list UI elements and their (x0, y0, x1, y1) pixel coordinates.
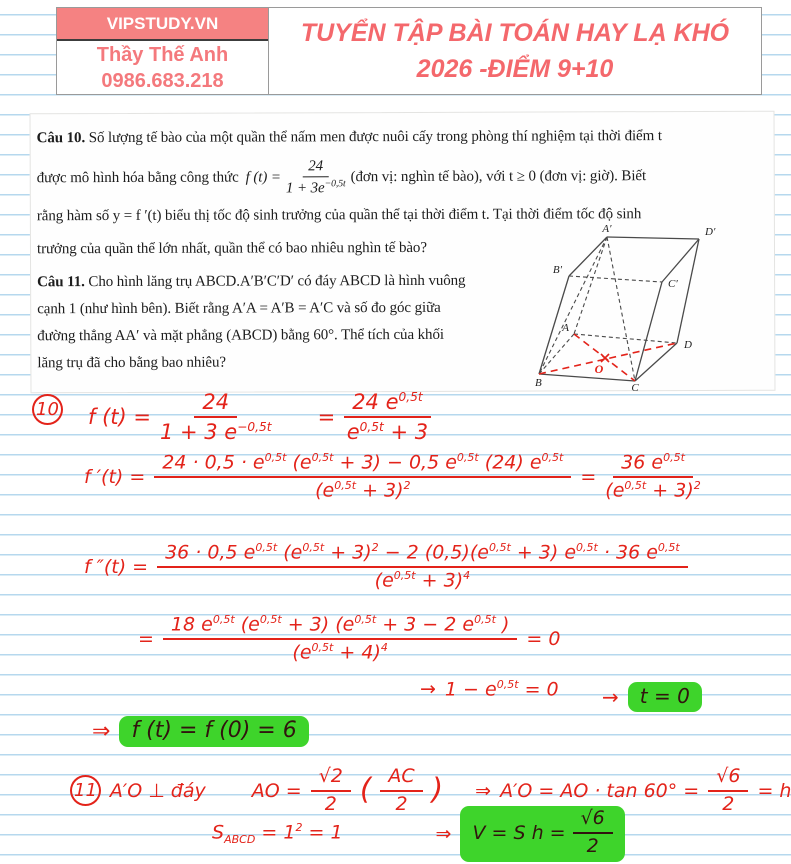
header-title-cell (269, 8, 761, 94)
vertex-label-b-prime: B′ (552, 264, 562, 276)
hw-row4-step (420, 678, 559, 700)
hw-r1-fraction1 (160, 390, 272, 444)
hw-r6-fraction-sqrt6 (708, 766, 748, 816)
hw-r2-f1-den: $(e^{0,5t} + 3)^2$ (315, 479, 411, 502)
hw-r6-f2-den: 2 (395, 792, 408, 815)
q10-formula-den: $1 + 3e^{-0,5t}$ (285, 177, 346, 196)
hw-r6-perpendicular: A′O ⊥ đáy (109, 779, 206, 802)
hw-row3 (84, 542, 688, 592)
header-banner (56, 7, 762, 95)
q10-label: Câu 10. (36, 130, 86, 147)
teacher-info (57, 41, 268, 94)
answer-volume-text: V = S h = (472, 821, 566, 844)
hw-r6-f2-num: AC (380, 766, 422, 792)
center-mark (601, 354, 609, 362)
hw-r2-f2-den: $(e^{0,5t} + 3)^2$ (605, 479, 701, 502)
hw-r2-eq: = (580, 466, 597, 489)
hw-r4-fraction (163, 614, 517, 664)
teacher-phone: 0986.683.218 (101, 69, 224, 92)
prism-figure (528, 220, 778, 392)
site-name: VIPSTUDY.VN (106, 13, 219, 33)
hw-r6-ao-lhs: AO = (251, 779, 302, 802)
hw-r2-fraction2 (605, 452, 700, 502)
collection-title-line2: 2026 -ĐIỂM 9+10 (416, 55, 614, 83)
hw-r6-h-tail: = h (757, 779, 791, 802)
double-arrow: ⇒ (475, 779, 492, 802)
hw-row4 (138, 614, 560, 664)
q11-line4: lăng trụ đã cho bằng bao nhiêu? (37, 354, 226, 372)
hw-r1-f1-den: 1 + 3 $e^{-0,5t}$ (159, 420, 272, 445)
hw-r2-f1-num: $24 \cdot 0,5 \cdot e^{0,5t}$ $(e^{0,5t} + 3) - 0,5$ $e^{0,5t}$ (24) $e^{0,5t}$ (154, 452, 571, 478)
double-arrow: ⇒ (92, 719, 111, 744)
vertex-label-c-prime: C′ (668, 278, 678, 290)
hw-r6-f3-num: √6 (708, 766, 748, 792)
hw-r1-eq: = (317, 405, 336, 430)
q11-line2: cạnh 1 (như hình bên). Biết rằng A′A = A′B = A′C và số đo góc giữa (37, 299, 441, 318)
vertex-label-a: A (562, 322, 569, 334)
q10-formula-fraction (286, 158, 346, 197)
answer-volume-den: 2 (586, 834, 599, 857)
vertex-label-o: O (594, 362, 604, 376)
prism-solid-edges (539, 237, 699, 381)
q10-line2-pre: được mô hình hóa bằng công thức (36, 169, 239, 186)
q11-badge: 11 (70, 775, 101, 806)
q10-line2 (37, 150, 646, 204)
collection-title-line1: TUYỂN TẬP BÀI TOÁN HAY LẠ KHÓ (300, 18, 730, 47)
hw-r4-num: 18 $e^{0,5t}$ $(e^{0,5t} + 3) (e^{0,5t} + 3 - 2$ $e^{0,5t}$ ) (163, 614, 517, 640)
hw-r1-lhs: f (t) = (88, 405, 151, 430)
right-arrow: → (602, 685, 619, 709)
hw-r6-tan-expr: A′O = AO · tan 60° = (500, 779, 700, 802)
hw-row5 (92, 716, 309, 747)
hw-r1-f1-num: 24 (194, 390, 237, 418)
hw-r6-f1-num: √2 (311, 766, 351, 792)
hw-r7-area-expr: $S_{ABCD} = 1^2 = 1$ (212, 821, 343, 847)
hw-r3-fraction (157, 542, 688, 592)
answer-volume-num: √6 (573, 808, 613, 834)
open-paren: ( (359, 771, 372, 806)
vertex-label-d-prime: D′ (705, 226, 716, 238)
hw-r4-step-expr: $1 - e^{0,5t} = 0$ (444, 678, 559, 701)
vertex-label-d: D (684, 339, 692, 351)
answer-volume-fraction (573, 808, 613, 858)
highlighted-answer-volume (460, 806, 624, 862)
q10-line1-text: Số lượng tế bào của một quần thể nấm men được nuôi cấy trong phòng thí nghiệm tại thời điểm t (88, 128, 662, 147)
close-paren: ) (431, 771, 444, 806)
answer-f6-text: f (t) = f (0) = 6 (131, 718, 297, 743)
brand-site-band (57, 8, 268, 41)
highlighted-answer-t0 (628, 682, 702, 712)
hw-r3-den: $(e^{0,5t} + 3)^4$ (374, 569, 471, 592)
q11-line1 (37, 273, 465, 291)
q10-line4: trưởng của quần thể lớn nhất, quần thể có bao nhiêu nghìn tế bào? (36, 239, 427, 258)
header-brand-cell (57, 8, 269, 94)
hw-row2 (84, 452, 701, 502)
q10-line1 (37, 128, 662, 147)
hw-r1-f2-num: 24 $e^{0,5t}$ (344, 390, 430, 418)
hw-r6-f3-den: 2 (722, 792, 735, 815)
q11-label: Câu 11. (37, 274, 85, 291)
q10-badge: 10 (32, 394, 63, 425)
hw-row7 (212, 806, 625, 862)
hw-r2-f2-num: 36 $e^{0,5t}$ (613, 452, 693, 478)
hw-r1-fraction2 (344, 390, 430, 444)
vertex-label-c: C (631, 382, 639, 392)
hw-row4-result (602, 682, 702, 712)
q10-formula-num: 24 (302, 158, 329, 177)
hw-row1 (88, 390, 431, 444)
vertex-label-b: B (535, 377, 542, 389)
q10-solution-badge-row (32, 394, 63, 425)
hw-r2-lhs: f ′(t) = (84, 466, 146, 489)
hw-r4-den: $(e^{0,5t} + 4)^4$ (292, 641, 388, 664)
hw-r3-lhs: f ″(t) = (84, 556, 149, 579)
hw-r6-f1-den: 2 (324, 792, 337, 815)
double-arrow: ⇒ (435, 822, 452, 845)
q10-line3: rằng hàm số y = f ′(t) biểu thị tốc độ sinh trưởng của quần thể tại thời điểm t. Tại thời điểm tốc độ sinh (36, 206, 642, 225)
hw-r4-eq0: = 0 (526, 628, 561, 651)
q10-line2-post: (đơn vị: nghìn tế bào), với t ≥ 0 (đơn vị: giờ). Biết (350, 167, 647, 185)
highlighted-answer-f6 (119, 716, 308, 747)
teacher-name: Thầy Thế Anh (96, 43, 229, 66)
q11-line1-text: Cho hình lăng trụ ABCD.A′B′C′D′ có đáy ABCD là hình vuông (88, 272, 466, 291)
right-arrow: → (420, 678, 436, 701)
answer-t0-text: t = 0 (639, 684, 690, 708)
q11-line3: đường thẳng AA′ và mặt phẳng (ABCD) bằng 60°. Thể tích của khối (37, 326, 444, 345)
hw-r2-fraction1 (154, 452, 571, 502)
q10-formula-lhs: f (t) = (245, 168, 281, 186)
base-diagonals-red (539, 334, 677, 381)
hw-r3-num: 36 · 0,5 $e^{0,5t}$ $(e^{0,5t} + 3)^2 - 2$ $(0,5)(e^{0,5t} + 3) e^{0,5t} \cdot 36$ $e^{0,5t}$ (157, 542, 688, 568)
hw-r1-f2-den: $e^{0,5t} + 3$ (346, 420, 429, 445)
vertex-label-a-prime: A′ (602, 223, 612, 235)
hw-r4-eq: = (138, 628, 154, 651)
